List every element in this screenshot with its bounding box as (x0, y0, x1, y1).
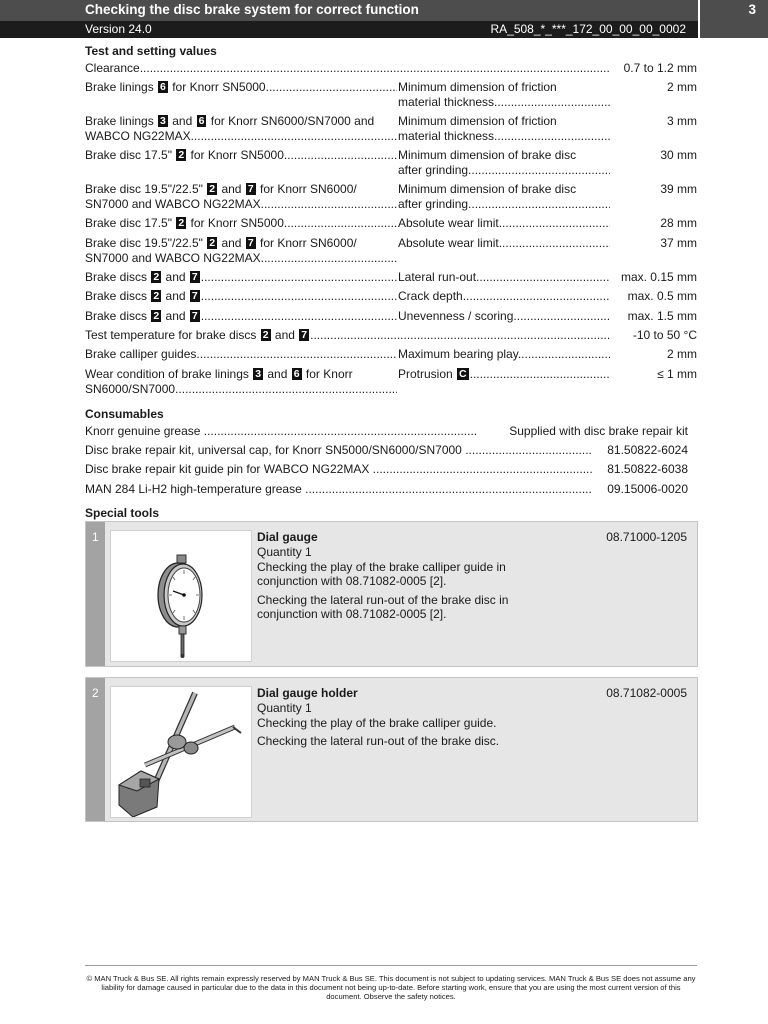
callout-badge: 6 (198, 115, 205, 127)
consumable-name (85, 424, 476, 439)
cell-text: and (162, 289, 189, 303)
cell-line (398, 236, 610, 251)
callout-badge: 6 (293, 368, 300, 380)
cell-line (398, 270, 610, 285)
cell-line (85, 129, 397, 144)
cell-line (398, 148, 610, 163)
settings-criterion (398, 347, 610, 362)
cell-text: and (218, 182, 245, 196)
cell-line (85, 289, 397, 304)
settings-value: 28 mm (660, 216, 697, 230)
callout-badge: 3 (255, 368, 262, 380)
cell-text: for Knorr SN5000 (187, 216, 284, 230)
settings-value: max. 0.5 mm (627, 289, 697, 303)
cell-line (398, 216, 610, 231)
page-number: 3 (748, 2, 756, 17)
cell-text: material thickness (398, 129, 495, 143)
cell-text: Test temperature for brake discs (85, 328, 260, 342)
callout-badge: 7 (247, 183, 254, 195)
cell-line (398, 309, 610, 324)
tool-name: Dial gauge holder (257, 686, 358, 700)
tool-description (257, 545, 567, 626)
header-bar (0, 0, 698, 21)
tool-number-strip (86, 522, 105, 666)
tool-description-line: Checking the lateral run-out of the brake disc. (257, 734, 500, 748)
special-tools-heading: Special tools (85, 506, 160, 520)
cell-text: Minimum dimension of brake disc (398, 182, 577, 196)
cell-text: and (271, 328, 299, 342)
callout-badge: 2 (178, 149, 185, 161)
cell-text: Brake linings (85, 80, 158, 94)
cell-text: Absolute wear limit (398, 216, 499, 230)
page-number-box (700, 0, 768, 38)
tool-card (85, 677, 698, 822)
cell-line (85, 309, 397, 324)
tool-description-line: Checking the lateral run-out of the brake disc in conjunction with 08.71082-0005 [2]. (257, 592, 509, 621)
document-id: RA_508_*_***_172_00_00_00_0002 (490, 22, 686, 36)
cell-line (85, 182, 397, 197)
cell-line (398, 80, 610, 95)
cell-text: Brake disc 17.5" (85, 148, 176, 162)
cell-text: Brake discs (85, 289, 151, 303)
cell-text: Brake discs (85, 270, 151, 284)
cell-line (85, 367, 397, 382)
dial-gauge-image (110, 530, 252, 662)
callout-badge: 7 (301, 329, 308, 341)
cell-text: SN7000 and WABCO NG22MAX (85, 197, 261, 211)
cell-line (398, 197, 610, 212)
callout-badge: 2 (178, 217, 185, 229)
footer-rule (85, 965, 697, 966)
cell-text: for Knorr SN6000/SN7000 and (207, 114, 375, 128)
cell-text: and (218, 236, 245, 250)
cell-text: Protrusion (398, 367, 457, 381)
cell-line (398, 114, 610, 129)
callout-badge: C (459, 368, 467, 380)
tool-name: Dial gauge (257, 530, 318, 544)
cell-line (398, 289, 610, 304)
settings-item (85, 328, 610, 343)
header-subbar (0, 21, 698, 38)
consumable-name-text: MAN 284 Li-H2 high-temperature grease (85, 482, 306, 496)
settings-item (85, 270, 397, 285)
tool-number: 1 (92, 530, 99, 544)
consumable-row (85, 482, 688, 497)
tool-quantity: Quantity 1 (257, 701, 312, 715)
callout-badge: 2 (153, 310, 160, 322)
dial-gauge-icon (111, 531, 251, 661)
settings-criterion (398, 148, 610, 178)
tool-part-number: 08.71000-1205 (606, 530, 687, 544)
cell-line (85, 347, 397, 362)
callout-badge: 7 (191, 271, 198, 283)
cell-text: for Knorr (302, 367, 353, 381)
dial-gauge-holder-icon (111, 687, 251, 817)
settings-value: 39 mm (660, 182, 697, 196)
callout-badge: 7 (247, 237, 254, 249)
settings-item (85, 289, 397, 304)
cell-line (398, 367, 610, 382)
consumable-part-number: 81.50822-6038 (607, 462, 688, 476)
settings-value: 0.7 to 1.2 mm (623, 61, 697, 75)
cell-text: Absolute wear limit (398, 236, 499, 250)
consumable-name-text: Knorr genuine grease (85, 424, 204, 438)
cell-text: for Knorr SN5000 (168, 80, 266, 94)
settings-value: 37 mm (660, 236, 697, 250)
cell-line (85, 382, 397, 397)
cell-line (85, 114, 397, 129)
cell-line (85, 80, 397, 95)
settings-value: 30 mm (660, 148, 697, 162)
tool-description-line: Checking the play of the brake calliper guide. (257, 715, 497, 730)
consumables-heading: Consumables (85, 407, 164, 421)
settings-criterion (398, 270, 610, 285)
consumable-row (85, 424, 688, 439)
settings-criterion (398, 114, 610, 144)
settings-criterion (398, 80, 610, 110)
tool-card (85, 521, 698, 667)
consumable-name (85, 482, 592, 497)
callout-badge: 2 (209, 183, 216, 195)
consumable-part-number: 81.50822-6024 (607, 443, 688, 457)
settings-item (85, 80, 397, 95)
tool-quantity: Quantity 1 (257, 545, 312, 559)
callout-badge: 6 (160, 81, 166, 93)
settings-heading: Test and setting values (85, 44, 217, 58)
settings-item (85, 216, 397, 231)
cell-line (398, 95, 610, 110)
settings-item (85, 236, 397, 266)
settings-value: 2 mm (667, 347, 697, 361)
cell-text: Brake disc 19.5"/22.5" (85, 236, 207, 250)
cell-text: Minimum dimension of friction (398, 80, 557, 94)
callout-badge: 2 (153, 290, 160, 302)
tool-part-number: 08.71082-0005 (606, 686, 687, 700)
cell-text: after grinding (398, 197, 469, 211)
settings-value: max. 0.15 mm (620, 270, 697, 284)
settings-item (85, 61, 610, 76)
tool-description-line: Checking the play of the brake calliper guide in conjunction with 08.71082-0005 [2]. (257, 559, 506, 588)
consumable-part-number: Supplied with disc brake repair kit (509, 424, 688, 438)
cell-text: material thickness (398, 95, 495, 109)
cell-text: Minimum dimension of brake disc (398, 148, 577, 162)
consumable-part-number: 09.15006-0020 (607, 482, 688, 496)
consumable-row (85, 462, 688, 477)
callout-badge: 2 (262, 329, 269, 341)
settings-criterion (398, 236, 610, 251)
cell-line (85, 328, 610, 343)
settings-item (85, 309, 397, 324)
cell-line (85, 270, 397, 285)
tool-description (257, 701, 567, 753)
settings-item (85, 367, 397, 397)
cell-text: WABCO NG22MAX (85, 129, 191, 143)
settings-value: 2 mm (667, 80, 697, 94)
callout-badge: 3 (160, 115, 166, 127)
settings-item (85, 114, 397, 144)
settings-criterion (398, 216, 610, 231)
settings-criterion (398, 367, 610, 382)
settings-value: max. 1.5 mm (627, 309, 697, 323)
settings-value: -10 to 50 °C (632, 328, 697, 342)
cell-text: and (162, 309, 189, 323)
cell-text: SN7000 and WABCO NG22MAX (85, 251, 261, 265)
cell-line (85, 251, 397, 266)
cell-text: Maximum bearing play (398, 347, 518, 361)
tool-number: 2 (92, 686, 99, 700)
cell-text: and (162, 270, 189, 284)
cell-line (398, 163, 610, 178)
cell-line (398, 129, 610, 144)
callout-badge: 2 (153, 271, 160, 283)
settings-value: 3 mm (667, 114, 697, 128)
cell-text: Clearance (85, 61, 140, 75)
cell-line (85, 236, 397, 251)
cell-line (85, 216, 397, 231)
settings-criterion (398, 309, 610, 324)
page-title: Checking the disc brake system for correct function (85, 2, 419, 17)
cell-text: after grinding (398, 163, 469, 177)
cell-text: Brake disc 19.5"/22.5" (85, 182, 207, 196)
settings-item (85, 182, 397, 212)
cell-text: and (168, 114, 196, 128)
cell-line (85, 148, 397, 163)
cell-line (85, 197, 397, 212)
tool-number-strip (86, 678, 105, 821)
version-label: Version 24.0 (85, 22, 152, 36)
consumable-name (85, 443, 592, 458)
cell-line (398, 347, 610, 362)
cell-text: for Knorr SN6000/ (256, 182, 357, 196)
cell-text: Brake linings (85, 114, 158, 128)
copyright-notice: © MAN Truck & Bus SE. All rights remain expressly reserved by MAN Truck & Bus SE. This document is not subject to updating services. MAN Truck & Bus SE does not assume any liability for damage caused in particular due to the data in this document not being up-to-date. Before starting work, ensure that you are using the most current version of this document. Observe the safety notices. (86, 974, 696, 1001)
cell-line (398, 182, 610, 197)
settings-item (85, 148, 397, 163)
cell-text: Unevenness / scoring (398, 309, 514, 323)
cell-text: and (264, 367, 291, 381)
cell-text: for Knorr SN5000 (187, 148, 284, 162)
callout-badge: 7 (191, 310, 198, 322)
settings-criterion (398, 289, 610, 304)
settings-criterion (398, 182, 610, 212)
cell-text: Crack depth (398, 289, 463, 303)
consumable-name-text: Disc brake repair kit, universal cap, for Knorr SN5000/SN6000/SN7000 (85, 443, 466, 457)
cell-text: Brake calliper guides (85, 347, 197, 361)
callout-badge: 2 (209, 237, 216, 249)
cell-text: Brake discs (85, 309, 151, 323)
consumable-name-text: Disc brake repair kit guide pin for WABCO NG22MAX (85, 462, 373, 476)
cell-text: Wear condition of brake linings (85, 367, 253, 381)
settings-item (85, 347, 397, 362)
cell-text: Brake disc 17.5" (85, 216, 176, 230)
dial-gauge-holder-image (110, 686, 252, 818)
consumable-row (85, 443, 688, 458)
cell-text: for Knorr SN6000/ (256, 236, 357, 250)
cell-text: SN6000/SN7000 (85, 382, 176, 396)
cell-line (85, 61, 610, 76)
consumable-name (85, 462, 592, 477)
callout-badge: 7 (191, 290, 198, 302)
cell-text: Minimum dimension of friction (398, 114, 557, 128)
settings-value: ≤ 1 mm (657, 367, 697, 381)
cell-text: Lateral run-out (398, 270, 477, 284)
